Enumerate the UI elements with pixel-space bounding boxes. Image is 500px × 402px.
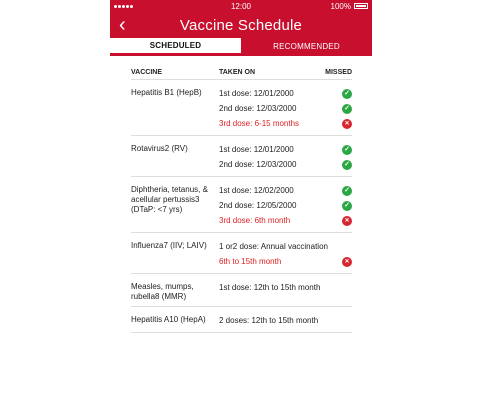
table-header (131, 66, 352, 80)
tab-recommended[interactable]: RECOMMENDED (241, 38, 372, 55)
status-slot (342, 183, 352, 198)
dose-entry: 1st dose: 12th to 15th month (219, 283, 321, 292)
status-slot (342, 142, 352, 157)
signal-icon (114, 5, 133, 8)
page-title: Vaccine Schedule (179, 16, 303, 34)
dose-list (219, 183, 323, 228)
back-chevron-icon[interactable]: ‹ (119, 14, 126, 36)
dose-entry: 2nd dose: 12/03/2000 (219, 160, 297, 169)
status-slot (342, 254, 352, 269)
vaccine-name: Hepatitis B1 (HepB) (131, 88, 202, 97)
dose-entry: 1 or2 dose: Annual vaccination (219, 242, 328, 251)
missed-status-list (323, 183, 352, 228)
column-header-taken-on: TAKEN ON (219, 69, 256, 76)
table-row[interactable] (131, 80, 352, 136)
table-row[interactable] (131, 274, 352, 307)
status-slot (342, 213, 352, 228)
battery-percent: 100% (330, 1, 351, 11)
missed-x-circle-icon[interactable]: ✕ (342, 216, 352, 226)
table-row[interactable] (131, 136, 352, 177)
dose-entry: 3rd dose: 6-15 months (219, 119, 300, 128)
dose-list (219, 239, 328, 269)
check-circle-icon: ✓ (342, 145, 352, 155)
column-header-vaccine: VACCINE (131, 69, 162, 76)
missed-status-list (323, 239, 352, 269)
vaccine-name: Measles, mumps, rubella8 (MMR) (131, 282, 194, 301)
table-row[interactable] (131, 233, 352, 274)
status-time: 12:00 (230, 1, 252, 11)
missed-x-circle-icon[interactable]: ✕ (342, 257, 352, 267)
dose-entry: 6th to 15th month (219, 257, 282, 266)
dose-entry: 1st dose: 12/01/2000 (219, 89, 294, 98)
check-circle-icon: ✓ (342, 201, 352, 211)
check-circle-icon: ✓ (342, 186, 352, 196)
table-row[interactable] (131, 177, 352, 233)
dose-list (219, 313, 323, 328)
dose-list (219, 280, 323, 302)
vaccine-name: Diphtheria, tetanus, & acellular pertussis3 (DTaP: <7 yrs) (131, 185, 208, 214)
dose-entry: 1st dose: 12/01/2000 (219, 145, 294, 154)
dose-entry: 3rd dose: 6th month (219, 216, 291, 225)
missed-x-circle-icon[interactable]: ✕ (342, 119, 352, 129)
check-circle-icon: ✓ (342, 160, 352, 170)
vaccine-table (131, 66, 352, 333)
vaccine-name: Influenza7 (IIV; LAIV) (131, 241, 207, 250)
missed-status-list (323, 142, 352, 172)
nav-bar (110, 12, 372, 38)
dose-list (219, 142, 323, 172)
missed-status-list (323, 280, 352, 302)
vaccine-name: Hepatitis A10 (HepA) (131, 315, 206, 324)
dose-entry: 1st dose: 12/02/2000 (219, 186, 294, 195)
status-slot (342, 86, 352, 101)
status-slot (342, 116, 352, 131)
table-row[interactable] (131, 307, 352, 333)
battery-icon (354, 3, 368, 9)
dose-list (219, 86, 323, 131)
column-header-missed: MISSED (325, 69, 352, 76)
dose-entry: 2nd dose: 12/05/2000 (219, 201, 297, 210)
dose-entry: 2 doses: 12th to 15th month (219, 316, 319, 325)
missed-status-list (323, 313, 352, 328)
status-slot (342, 157, 352, 172)
phone-screen (110, 0, 372, 402)
status-bar (110, 0, 372, 12)
table-body (131, 80, 352, 333)
vaccine-name: Rotavirus2 (RV) (131, 144, 188, 153)
tab-scheduled[interactable]: SCHEDULED (110, 38, 241, 55)
missed-status-list (323, 86, 352, 131)
check-circle-icon: ✓ (342, 104, 352, 114)
check-circle-icon: ✓ (342, 89, 352, 99)
status-slot (342, 198, 352, 213)
status-slot (342, 101, 352, 116)
tab-bar (110, 38, 372, 56)
dose-entry: 2nd dose: 12/03/2000 (219, 104, 297, 113)
